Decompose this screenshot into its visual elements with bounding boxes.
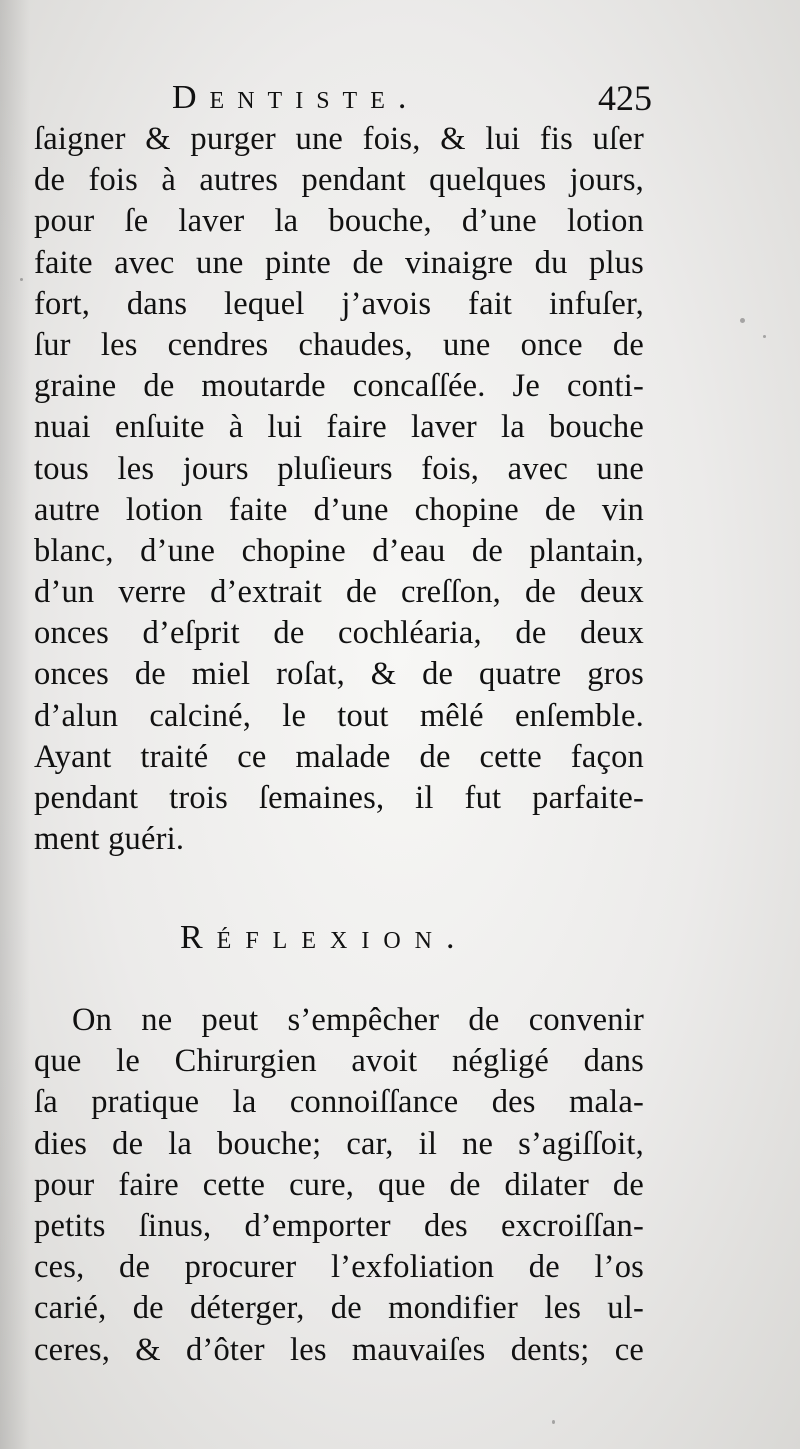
text-line: pour ſe laver la bouche, d’une lotion <box>34 203 644 240</box>
text-line: graine de moutarde concaſſée. Je conti- <box>34 368 644 405</box>
text-line: ſur les cendres chaudes, une once de <box>34 326 644 363</box>
text-line: pendant trois ſemaines, il fut parfaite- <box>34 780 644 816</box>
paragraph-observation-end <box>34 119 644 860</box>
text-line: ſa pratique la connoiſſance des mala- <box>34 1084 644 1121</box>
text-line: de fois à autres pendant quelques jours, <box>34 162 644 199</box>
paper-speck <box>740 318 745 323</box>
text-line: pour faire cette cure, que de dilater de <box>34 1166 644 1203</box>
text-line: dies de la bouche; car, il ne s’agiſſoit, <box>34 1125 644 1162</box>
text-line: ment guéri. <box>34 821 185 858</box>
text-line: ces, de procurer l’exfoliation de l’os <box>34 1249 644 1286</box>
text-line: onces d’eſprit de cochléaria, de deux <box>34 615 644 652</box>
running-head-title: Dentiste. <box>172 79 420 116</box>
text-line: Ayant traité ce malade de cette façon <box>34 738 644 775</box>
text-line: fort, dans lequel j’avois fait infuſer, <box>34 285 644 322</box>
paper-speck <box>20 278 23 281</box>
text-line: d’alun calciné, le tout mêlé enſemble. <box>34 697 644 734</box>
text-line: onces de miel roſat, & de quatre gros <box>34 656 644 693</box>
text-line: ceres, & d’ôter les mauvaiſes dents; ce <box>34 1331 644 1368</box>
text-line: On ne peut s’empêcher de convenir <box>72 1002 644 1038</box>
paper-speck <box>763 335 766 338</box>
page-number: 425 <box>598 78 652 118</box>
text-line: petits ſinus, d’emporter des excroiſſan- <box>34 1207 644 1244</box>
running-head <box>32 78 652 118</box>
page-fold-shadow <box>0 0 30 1449</box>
text-line: tous les jours pluſieurs fois, avec une <box>34 450 644 487</box>
text-line: autre lotion faite d’une chopine de vin <box>34 491 644 528</box>
text-line: que le Chirurgien avoit négligé dans <box>34 1043 644 1080</box>
paragraph-reflexion <box>34 1000 644 1371</box>
section-heading-reflexion: Réflexion. <box>180 919 469 956</box>
text-line: blanc, d’une chopine d’eau de plantain, <box>34 532 644 569</box>
text-line: nuai enſuite à lui faire laver la bouche <box>34 409 644 446</box>
text-line: carié, de déterger, de mondifier les ul- <box>34 1290 644 1327</box>
paper-speck <box>552 1420 555 1424</box>
text-line: ſaigner & purger une fois, & lui fis uſer <box>34 121 644 157</box>
text-line: d’un verre d’extrait de creſſon, de deux <box>34 574 644 611</box>
text-line: faite avec une pinte de vinaigre du plus <box>34 244 644 281</box>
